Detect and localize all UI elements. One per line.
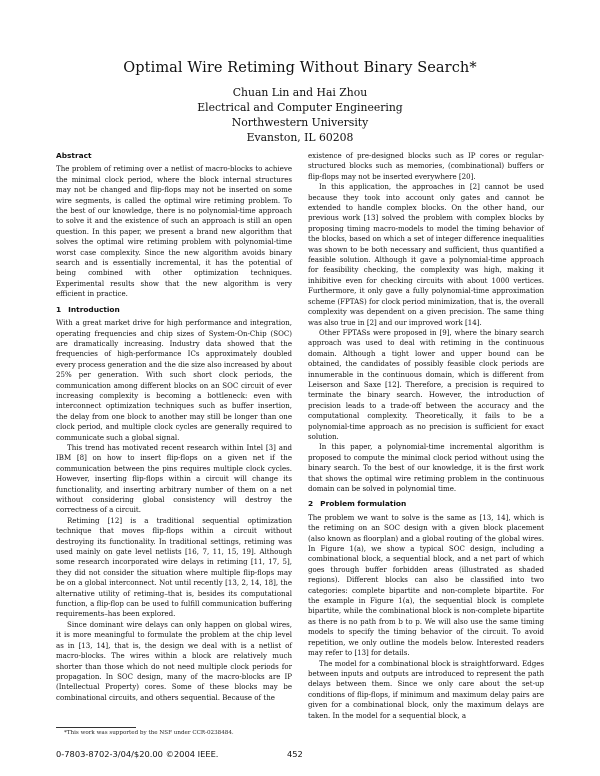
section-title: Introduction [68,304,120,314]
footnote: *This work was supported by the NSF under CCR-0238484. [64,730,234,736]
paragraph: With a great market drive for high performance and integration, operating frequencies and chip sizes of System-On-Chip (SOC) are dramatically increasing. Industry data showed that the frequencies of high-performance ICs approximately doubled every process generation and the die size also increased by about 25% per generation. With such short clock periods, the communication among different blocks on an SOC circuit of ever increasing complexity is becoming a bottleneck: even with interconnect optimization techniques such as buffer insertion, the delay from one block to another may still be longer than one clock period, and multiple clock cycles are generally required to communicate such a global signal. [56,318,292,442]
paragraph: Since dominant wire delays can only happen on global wires, it is more meaningful to formulate the problem at the chip level as in [13, 14], that is, the design we deal with is a netlist of macro-blocks. The wires within a block are relatively much shorter than those which do not need multiple clock periods for propagation. In SOC design, many of the macro-blocks are IP (Intellectual Property) cores. Some of these blocks may be combinational circuits, and others sequential. Because of the [56,619,292,702]
paragraph: existence of pre-designed blocks such as IP cores or regular-structured blocks such as memories, (combinational) buffers or flip-flops may not be inserted everywhere [20]. [308,151,544,181]
section-heading-problem-formulation [308,499,544,509]
abstract-heading: Abstract [56,151,92,160]
paragraph: Other FPTASs were proposed in [9], where the binary search approach was used to deal with retiming in the continuous domain. Although a tight lower and upper bound can be obtained, the candidates of possibly feasible clock periods are innumerable in the continuous domain, which is different from Leiserson and Saxe [12]. Therefore, a precision is required to terminate the binary search. However, the introduction of precision leads to a trade-off between the accuracy and the computational complexity. Theoretically, it fails to be a polynomial-time approach as no precision is sufficient for exact solution. [308,327,544,441]
section-title: Problem formulation [320,499,407,509]
abstract-text: The problem of retiming over a netlist of macro-blocks to achieve the minimal clock period, where the block internal structures may not be changed and flip-flops may not be inserted on some wire segments, is called the optimal wire retiming problem. To the best of our knowledge, there is no polynomial-time approach to solve it and the existence of such an approach is still an open question. In this paper, we present a brand new algorithm that solves the optimal wire retiming problem with polynomial-time worst case complexity. Since the new algorithm avoids binary search and is essentially incremental, it has the potential of being combined with other optimization techniques. Experimental results show that the new algorithm is very efficient in practice. [56,164,292,299]
right-column [308,151,544,721]
affiliation-university: Northwestern University [231,116,369,129]
section-number: 1 [56,304,62,314]
page-number: 452 [287,749,303,759]
paragraph: The model for a combinational block is straightforward. Edges between inputs and outputs are introduced to represent the path delays between them. Since we only care about the set-up conditions of flip-flops, if minimum and maximum delay pairs are given for a combinational block, only the maximum delays are taken. In the model for a sequential block, a [308,658,544,720]
paper-title: Optimal Wire Retiming Without Binary Search* [123,60,477,76]
paragraph: In this paper, a polynomial-time incremental algorithm is proposed to compute the minimal clock period without using the binary search. To the best of our knowledge, it is the first work that shows the optimal wire retiming problem in the continuous domain can be solved in polynomial time. [308,442,544,493]
paragraph: In this application, the approaches in [2] cannot be used because they took into account only gates and cannot be extended to handle complex blocks. On the other hand, our previous work [13] solved the problem with complex blocks by proposing timing macro-models to model the timing behavior of the blocks, based on which a set of integer difference inequalities was shown to be both necessary and sufficient, thus quantified a feasible solution. Although it gave a polynomial-time approach for feasibility checking, the complexity was high, making it inhibitive even for checking circuits with about 1000 vertices. Furthermore, it only gave a fully polynomial-time approximation scheme (FPTAS) for clock period minimization, that is, the overall complexity was dependent on a given precision. The same thing was also true in [2] and our improved work [14]. [308,182,544,327]
paragraph: This trend has motivated recent research within Intel [3] and IBM [8] on how to insert flip-flops on a given net if the communication between the pins requires multiple clock cycles. However, inserting flip-flops within a circuit will change its functionality, and inserting arbitrary number of them on a net without considering global consistency will destroy the correctness of a circuit. [56,442,292,515]
section-number: 2 [308,499,314,509]
paragraph: Retiming [12] is a traditional sequential optimization technique that moves flip-flops within a circuit without destroying its functionality. In traditional settings, retiming was used mainly on gate level netlists [16, 7, 11, 15, 19]. Although some research incorporated wire delays in retiming [11, 17, 5], they did not consider the situation where multiple flip-flops may be on a global interconnect. Not until recently [13, 2, 14, 18], the alternative utility of retiming–that is, besides its computational function, a flip-flop can be used to fulfill communication buffering requirements–has been explored. [56,515,292,619]
affiliation-department: Electrical and Computer Engineering [197,101,403,114]
authors: Chuan Lin and Hai Zhou [232,86,368,99]
left-column [56,151,292,703]
abstract [56,151,292,300]
paragraph: The problem we want to solve is the same as [13, 14], which is the retiming on an SOC design with a given block placement (also known as floorplan) and a global routing of the global wires. In Figure 1(a), we show a typical SOC design, including a combinational block, a sequential block, and a net part of which goes through buffer forbidden areas (illustrated as shaded regions). Different blocks can also be classified into two categories: complete bipartite and non-complete bipartite. For the example in Figure 1(a), the sequential block is complete bipartite, while the combinational block is non-complete bipartite as there is no path from b to p. We will also use the same timing models to specify the timing behavior of the circuit. To avoid repetition, we only outline the models below. Interested readers may refer to [13] for details. [308,512,544,658]
affiliation-location: Evanston, IL 60208 [246,131,354,144]
copyright-line: 0-7803-8702-3/04/$20.00 ©2004 IEEE. [56,749,219,759]
section-heading-introduction [56,305,292,315]
footnote-rule [56,727,136,728]
